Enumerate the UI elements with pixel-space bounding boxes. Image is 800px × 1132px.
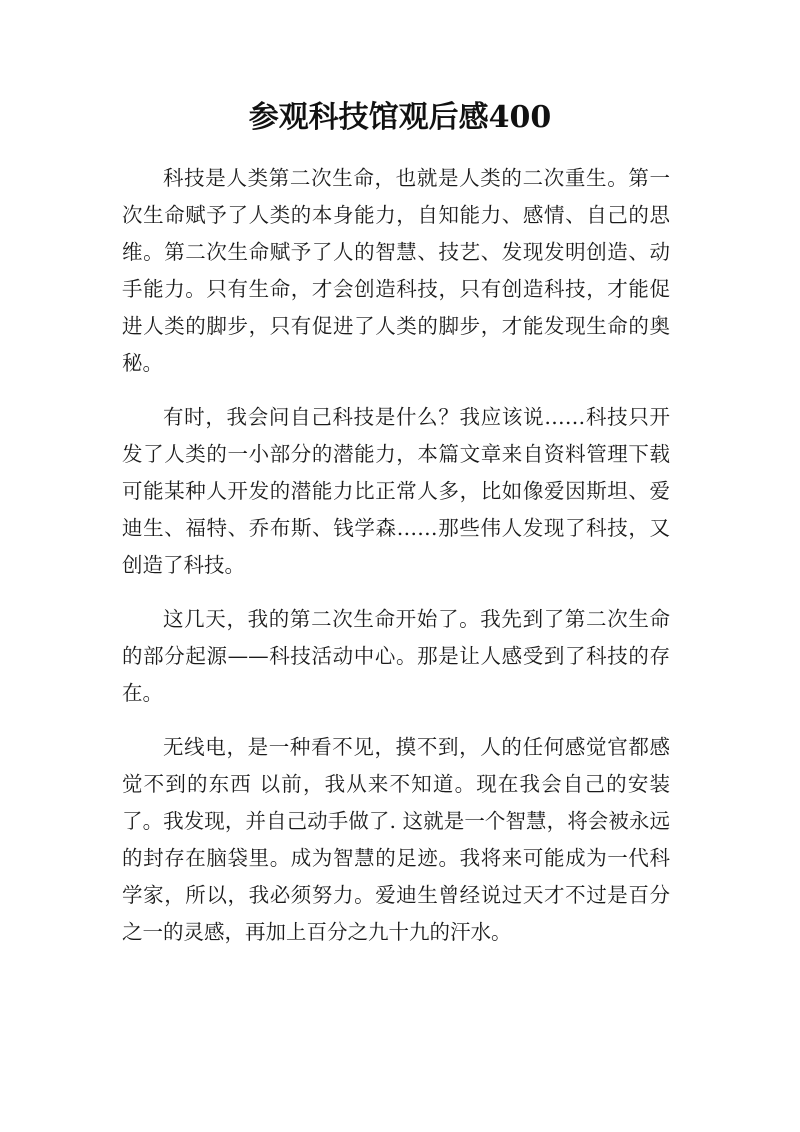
paragraph-1: 科技是人类第二次生命，也就是人类的二次重生。第一次生命赋予了人类的本身能力，自知能力、感情、自己的思维。第二次生命赋予了人的智慧、技艺、发现发明创造、动手能力。只有生命，才会创造科技，只有创造科技，才能促进人类的脚步，只有促进了人类的脚步，才能发现生命的奥秘。 [122,166,670,375]
document-body [122,160,670,968]
paragraph-2: 有时，我会问自己科技是什么？我应该说……科技只开发了人类的一小部分的潜能力，本篇文章来自资料管理下载 可能某种人开发的潜能力比正常人多，比如像爱因斯坦、爱迪生、福特、乔布斯、钱学森……那些伟人发现了科技，又创造了科技。 [122,405,670,577]
paragraph-3: 这几天，我的第二次生命开始了。我先到了第二次生命的部分起源——科技活动中心。那是让人感受到了科技的存在。 [122,607,670,705]
document-title: 参观科技馆观后感400 [248,100,552,135]
paragraph-4: 无线电，是一种看不见，摸不到，人的任何感觉官都感觉不到的东西 以前，我从来不知道。现在我会自己的安装了。我发现，并自己动手做了. 这就是一个智慧，将会被永远的封存在脑袋里。成为智慧的足迹。我将来可能成为一代科学家，所以，我必须努力。爱迪生曾经说过天才不过是百分之一的灵感，再加上百分之九十九的汗水。 [122,735,670,944]
